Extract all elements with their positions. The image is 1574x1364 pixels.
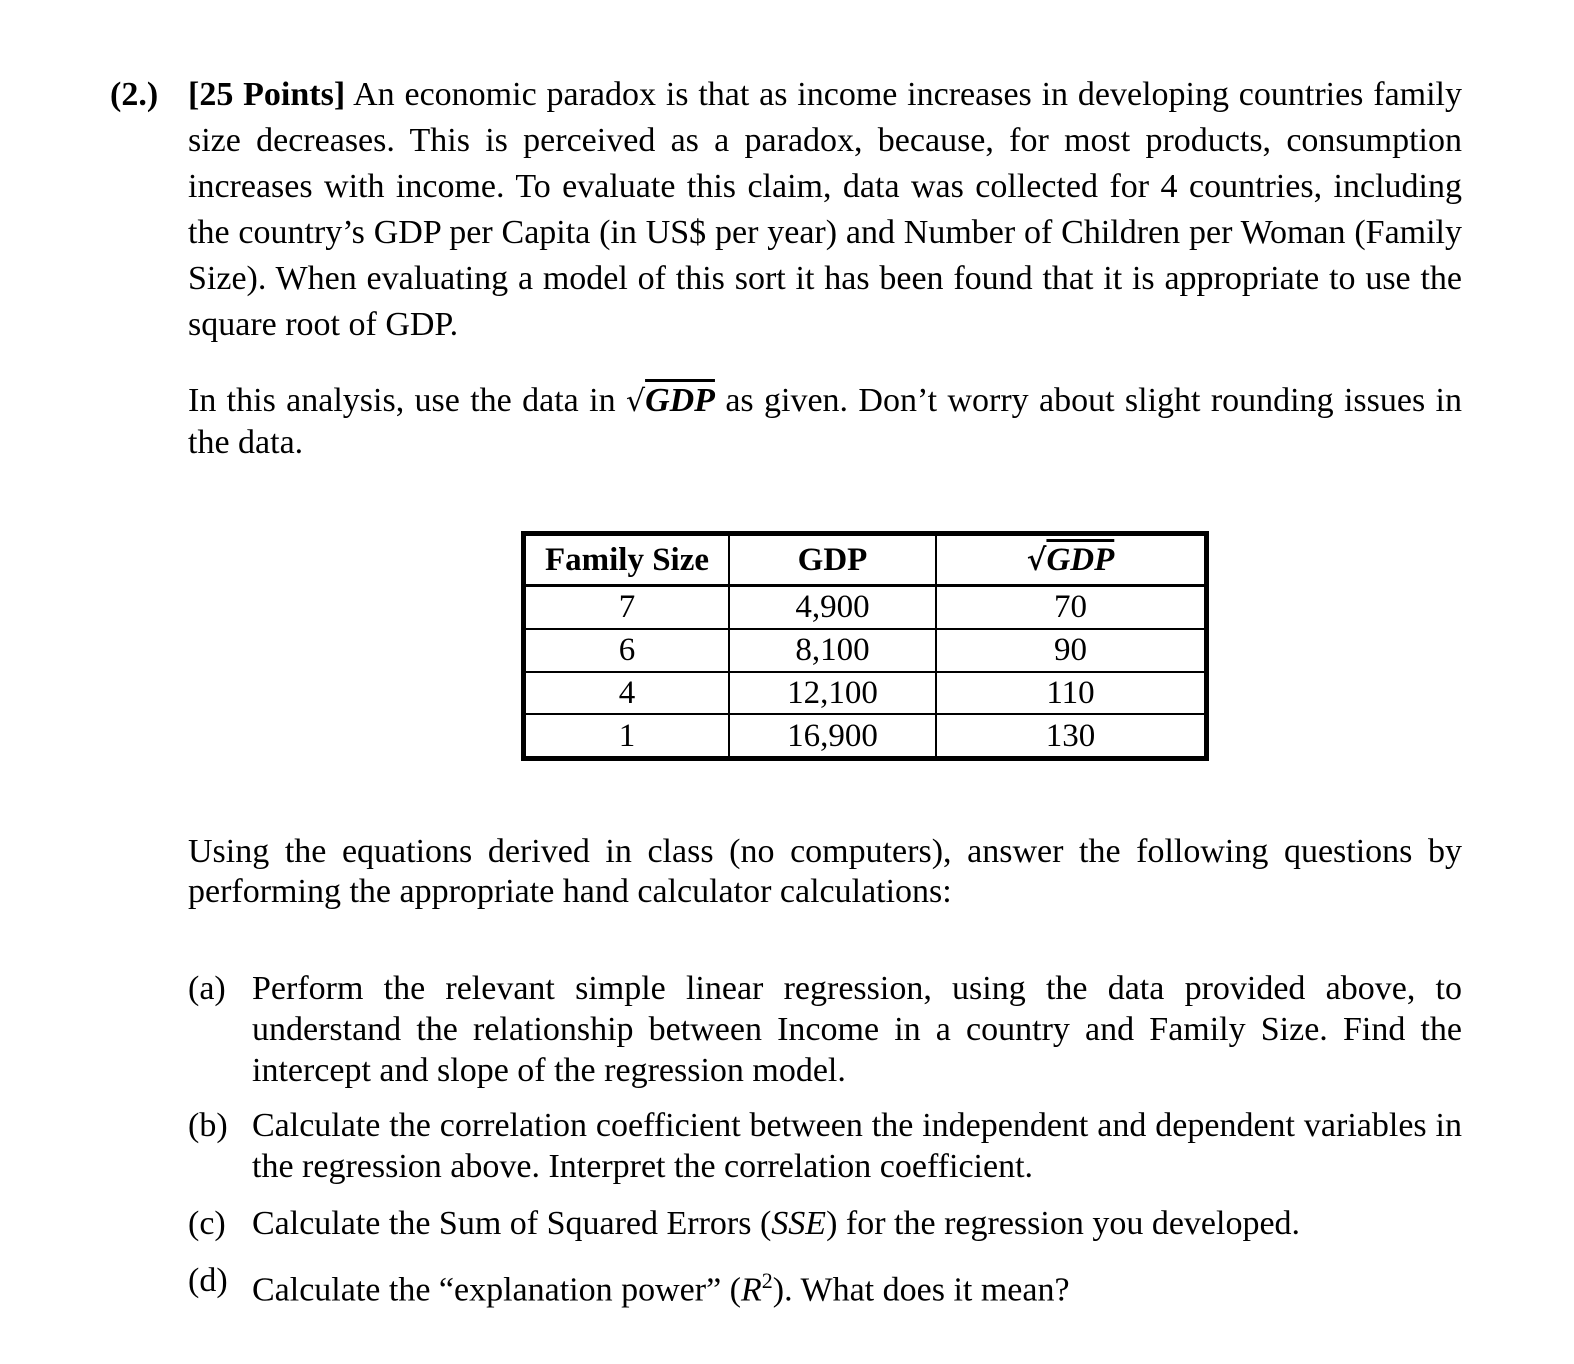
part-b-text: Calculate the correlation coefficient between the independent and dependent variables in the regression above. Interpret the correlation coefficient. (252, 1107, 1462, 1185)
cell-gdp: 4,900 (729, 586, 936, 629)
part-c-sse: SSE (771, 1205, 827, 1242)
part-d-label: (d) (188, 1262, 228, 1299)
analysis-note-after: as given. Don’t worry about slight rounding issues in the data. (188, 382, 1462, 461)
part-c-text-after: ) for the regression you developed. (826, 1205, 1301, 1242)
header-sqrt-gdp (936, 536, 1204, 586)
part-d-superscript: 2 (761, 1268, 773, 1293)
cell-gdp: 8,100 (729, 629, 936, 672)
cell-sqrt-gdp: 90 (936, 629, 1204, 672)
header-family-size: Family Size (526, 536, 729, 586)
question-number: (2.) (110, 76, 159, 113)
cell-family-size: 7 (526, 586, 729, 629)
cell-sqrt-gdp: 130 (936, 714, 1204, 756)
analysis-note (188, 380, 1462, 463)
table-row (526, 714, 1204, 756)
header-gdp: GDP (729, 536, 936, 586)
header-sqrt-symbol: √ (1026, 542, 1047, 578)
question-intro (188, 72, 1462, 348)
table-header-row (526, 536, 1204, 586)
analysis-note-before: In this analysis, use the data in (188, 382, 616, 419)
question-intro-text: An economic paradox is that as income increases in developing countries family size decreases. This is perceived as a paradox, because, for most products, consumption increases with income. To evaluate this claim, data was collected for 4 countries, including the country’s GDP per Capita (in US$ per year) and Number of Children per Woman (Family Size). When evaluating a model of this sort it has been found that it is appropriate to use the square root of GDP. (188, 76, 1462, 343)
question-points: [25 Points] (188, 76, 346, 113)
header-sqrt-var: GDP (1046, 541, 1115, 578)
table-row (526, 672, 1204, 715)
part-a-label: (a) (188, 970, 226, 1007)
cell-gdp: 16,900 (729, 714, 936, 756)
part-b-label: (b) (188, 1107, 228, 1144)
cell-family-size: 1 (526, 714, 729, 756)
sqrt-gdp-variable: GDP (645, 382, 715, 419)
part-c-label: (c) (188, 1205, 226, 1242)
part-d-text (252, 1260, 1462, 1310)
table-row (526, 586, 1204, 629)
part-c-text-before: Calculate the Sum of Squared Errors ( (252, 1205, 772, 1242)
cell-gdp: 12,100 (729, 672, 936, 715)
part-d-text-before: Calculate the “explanation power” ( (252, 1271, 741, 1309)
data-table (521, 531, 1209, 761)
part-c-text (252, 1203, 1462, 1244)
part-a-text: Perform the relevant simple linear regression, using the data provided above, to understand the relationship between Income in a country and Family Size. Find the intercept and slope of the regression model. (252, 970, 1462, 1089)
table-row (526, 629, 1204, 672)
part-d-r: R (741, 1271, 762, 1309)
cell-family-size: 4 (526, 672, 729, 715)
instructions: Using the equations derived in class (no computers), answer the following questions by performing the appropriate hand calculator calculations: (188, 833, 1462, 910)
cell-family-size: 6 (526, 629, 729, 672)
cell-sqrt-gdp: 110 (936, 672, 1204, 715)
sqrt-symbol: √ (625, 384, 646, 419)
cell-sqrt-gdp: 70 (936, 586, 1204, 629)
part-d-text-after: ). What does it mean? (772, 1271, 1070, 1309)
